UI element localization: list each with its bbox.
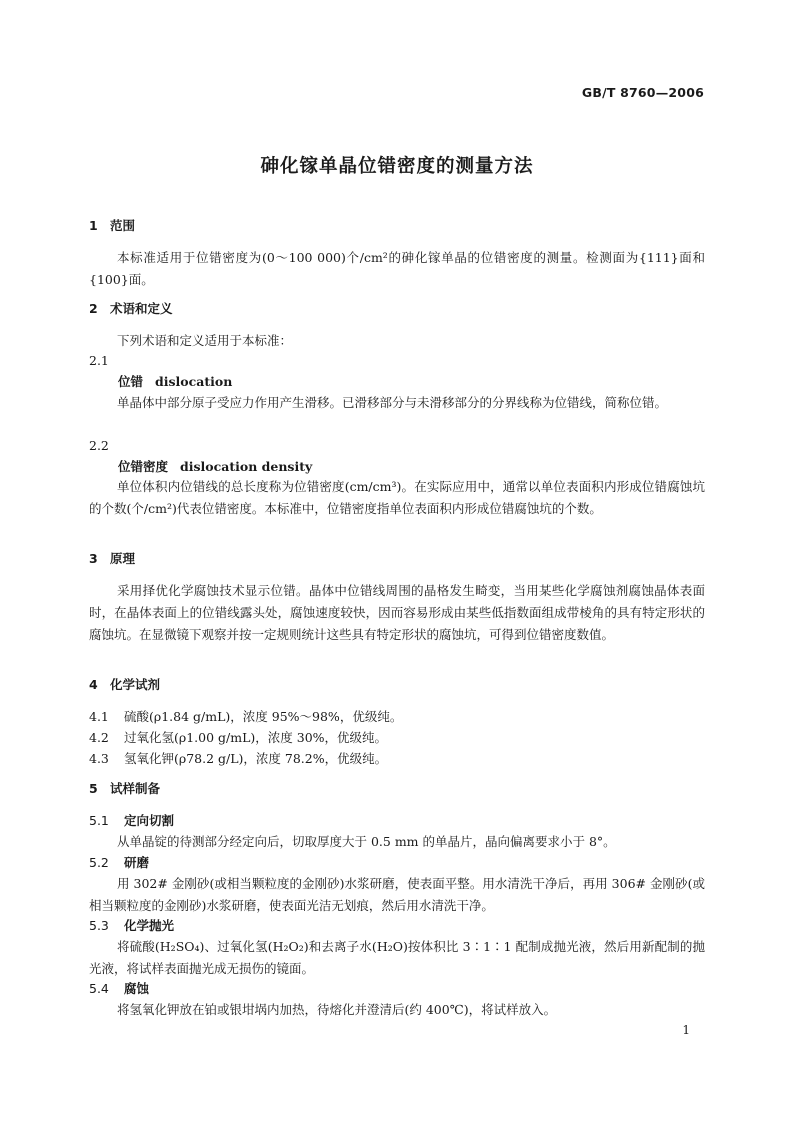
- subsection-5-4-heading: [89, 978, 149, 1000]
- item-text: 氢氧化钾(ρ78.2 g/L)，浓度 78.2%，优级纯。: [124, 751, 388, 766]
- section-3-heading: [89, 548, 135, 570]
- subsection-number: 5.3: [89, 918, 109, 933]
- subsection-number: 5.2: [89, 855, 109, 870]
- item-number: 4.3: [89, 751, 109, 766]
- subsection-5-2-paragraph: 用 302# 金刚砂(或相当颗粒度的金刚砂)水浆研磨，使表面平整。用水清洗干净后，再用 306# 金刚砂(或相当颗粒度的金刚砂)水浆研磨，使表面光洁无划痕，然后用水清洗干净。: [89, 876, 705, 913]
- subsection-5-2-heading: [89, 852, 149, 874]
- term-2-2: [118, 456, 312, 478]
- term-2-1-definition: 单晶体中部分原子受应力作用产生滑移。已滑移部分与未滑移部分的分界线称为位错线，简称位错。: [117, 395, 668, 410]
- term-chinese: 位错: [118, 374, 144, 389]
- section-number: 4: [89, 677, 98, 692]
- section-title: 化学试剂: [110, 677, 161, 692]
- subsection-number: 5.4: [89, 981, 109, 996]
- subsection-title: 腐蚀: [124, 981, 150, 996]
- item-number: 4.1: [89, 709, 109, 724]
- subsection-title: 定向切割: [124, 813, 175, 828]
- section-number: 1: [89, 218, 98, 233]
- subsection-title: 化学抛光: [124, 918, 175, 933]
- section-number: 2: [89, 301, 98, 316]
- section-title: 术语和定义: [110, 301, 173, 316]
- reagent-item: [89, 748, 705, 770]
- item-text: 过氧化氢(ρ1.00 g/mL)，浓度 30%，优级纯。: [124, 730, 388, 745]
- section-title: 原理: [110, 551, 136, 566]
- reagent-item: [89, 727, 705, 749]
- item-number: 4.2: [89, 730, 109, 745]
- subsection-5-3-heading: [89, 915, 174, 937]
- document-title: 砷化镓单晶位错密度的测量方法: [260, 156, 534, 177]
- term-2-2-number: 2.2: [89, 438, 109, 453]
- term-chinese: 位错密度: [118, 459, 169, 474]
- subsection-5-1-heading: [89, 810, 174, 832]
- term-english: dislocation: [155, 374, 233, 389]
- subsection-5-4-paragraph: 将氢氧化钾放在铂或银坩埚内加热，待熔化并澄清后(约 400℃)，将试样放入。: [117, 1002, 557, 1017]
- standard-code: GB/T 8760—2006: [581, 85, 704, 100]
- section-title: 试样制备: [110, 781, 161, 796]
- item-text: 硫酸(ρ1.84 g/mL)，浓度 95%～98%，优级纯。: [124, 709, 403, 724]
- section-2-intro: 下列术语和定义适用于本标准：: [117, 333, 293, 348]
- section-number: 5: [89, 781, 98, 796]
- term-2-1: [118, 371, 232, 393]
- section-3-paragraph: 采用择优化学腐蚀技术显示位错。晶体中位错线周围的晶格发生畸变，当用某些化学腐蚀剂腐蚀晶体表面时，在晶体表面上的位错线露头处，腐蚀速度较快，因而容易形成由某些低指数面组成带棱角的具有特定形状的腐蚀坑。在显微镜下观察并按一定规则统计这些具有特定形状的腐蚀坑，可得到位错密度数值。: [89, 583, 705, 642]
- section-number: 3: [89, 551, 98, 566]
- page-number: 1: [682, 1023, 690, 1037]
- section-4-heading: [89, 674, 160, 696]
- section-5-heading: [89, 778, 160, 800]
- section-1-heading: [89, 215, 135, 237]
- term-2-1-number: 2.1: [89, 353, 109, 368]
- subsection-number: 5.1: [89, 813, 109, 828]
- section-2-heading: [89, 298, 173, 320]
- section-title: 范围: [110, 218, 136, 233]
- reagent-item: [89, 706, 705, 728]
- subsection-5-3-paragraph: 将硫酸(H₂SO₄)、过氧化氢(H₂O₂)和去离子水(H₂O)按体积比 3∶1∶1 配制成抛光液，然后用新配制的抛光液，将试样表面抛光成无损伤的镜面。: [89, 939, 705, 976]
- subsection-title: 研磨: [124, 855, 150, 870]
- term-english: dislocation density: [180, 459, 313, 474]
- section-1-paragraph: 本标准适用于位错密度为(0～100 000)个/cm²的砷化镓单晶的位错密度的测量。检测面为{111}面和{100}面。: [89, 250, 705, 287]
- term-2-2-definition: 单位体积内位错线的总长度称为位错密度(cm/cm³)。在实际应用中，通常以单位表面积内形成位错腐蚀坑的个数(个/cm²)代表位错密度。本标准中，位错密度指单位表面积内形成位错腐蚀坑的个数。: [89, 479, 705, 516]
- subsection-5-1-paragraph: 从单晶锭的待测部分经定向后，切取厚度大于 0.5 mm 的单晶片，晶向偏离要求小于 8°。: [117, 834, 616, 849]
